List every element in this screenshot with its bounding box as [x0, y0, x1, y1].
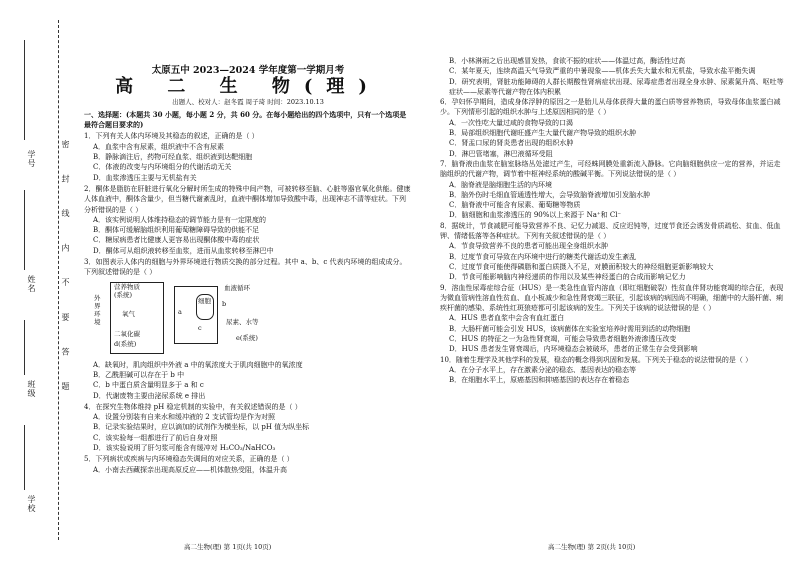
page-right	[440, 56, 785, 386]
student-id-field[interactable]	[24, 40, 25, 140]
option: B．过度节食可导致在内环境中进行的糖类代谢活动发生紊乱	[449, 252, 637, 261]
option: D．酮体可从组织液转移至血浆，进而从血浆转移至淋巴中	[93, 246, 274, 255]
exam-meta: 出题人、校对人：赵冬霞 周子琦 时间：2023.10.13	[172, 97, 324, 106]
option: A．在分子水平上，存在激素分泌的稳态、基因表达的稳态等	[449, 365, 637, 374]
question-4	[84, 402, 412, 453]
question-stem: 2．酮体是脂肪在肝脏进行氧化分解时所生成的特殊中间产物，可被转移至脑、心脏等器官氧化供能。健康人体血液中，酮体含量少，但当糖代谢紊乱时，血液中酮体增加导致酸中毒，出现神志不清等症状。下列分析错误的是（ ）	[84, 184, 411, 214]
diagram-c: c	[198, 323, 202, 332]
option: A．血浆中含有尿素，组织液中不含有尿素	[93, 142, 225, 151]
diagram-circulation: 血液循环	[224, 283, 250, 292]
question-text: 10．随着生理学及其他学科的发展，稳态的概念得到巩固和发展。下列关于稳态的说法错误的是（ ）	[440, 355, 753, 364]
school-field[interactable]	[24, 425, 25, 490]
diagram-outer: 境	[94, 317, 101, 326]
question-2	[84, 184, 412, 256]
diagram-d-system: d(系统)	[114, 339, 137, 348]
diagram-urea: 尿素、水等	[226, 317, 259, 326]
section-heading: 一、选择题：(本题共 30 小题，每小题 2 分，共 60 分。在每小题给出的四个选项中，只有一个选项是最符合题目要求的)	[84, 109, 407, 130]
option: D．淋巴管堵塞，淋巴液循环受阻	[449, 149, 553, 158]
option: A．设置分别装有自来水和缓冲液的 2 支试管均是作为对照	[93, 413, 275, 422]
option: A．缺氧时，肌肉组织中外液 a 中的氧浓度大于肌肉细胞中的氧浓度	[93, 360, 303, 369]
option: B．脑外伤时毛细血管通透性增大，会导致脑脊液增加引发脑水肿	[449, 190, 651, 199]
option: D．血浆渗透压主要与无机盐有关	[93, 173, 197, 182]
question-stem: 5．下列病状或疾病与内环境稳态失调间的对应关系，正确的是（ ）	[84, 455, 294, 464]
diagram-digest: (系统)	[114, 290, 133, 299]
option: C．肾盂口尿的肾炎患者出现的组织水肿	[449, 139, 574, 148]
diagram-outer: 环	[94, 309, 101, 318]
diagram-nutrients: 营养物质	[114, 282, 140, 291]
exam-title: 太原五中 2023—2024 学年度第一学期月考	[151, 65, 345, 76]
question-text: 7．脑脊液由血浆在脑室脉络丛处滤过产生，可经蛛网膜处重新流入静脉。它向脑细胞供应一定的营养，并运走脑组织的代谢产物，调节着中枢神经系统的酸碱平衡。下列说法错误的是（ ）	[440, 159, 781, 179]
exchange-diagram	[94, 280, 324, 358]
option: D．HUS 患者发生肾衰竭后，内环境稳态会被破坏，患者的正常生存会受到影响	[449, 345, 698, 354]
diagram-co2: 二氧化碳	[114, 329, 140, 338]
option: C．过度节食可能使得磷脂和蛋白质摄入不足，对膜面积较大的神经细胞更新影响较大	[449, 262, 714, 271]
question-stem: 4．在探究生物体维持 pH 稳定机制的实验中，有关叙述错误的是（ ）	[84, 402, 302, 411]
option: C．b 中蛋白质含量明显多于 a 和 c	[93, 381, 204, 390]
question-text: 9．溶血性尿毒症综合征（HUS）是一类急性血管内溶血（即红细胞破裂）性贫血伴肾功能衰竭的综合征，表现为微血管病性溶血性贫血、血小板减少和急性肾衰竭三联征，引起该病的病因尚不明确，细菌中的大肠杆菌、痢疾杆菌的感染、系统性红斑狼疮都可引起该病的发生。下列关于该病的说法错误的是（ ）	[440, 283, 784, 313]
option: A．节食导致营养不良的患者可能出现全身组织水肿	[449, 242, 609, 251]
diagram-oxygen: 氧气	[122, 309, 135, 318]
student-id-label: 学号	[27, 150, 36, 168]
option: A．一次性吃大量过咸的食物导致的口渴	[449, 118, 574, 127]
question-3	[84, 257, 412, 401]
question-stem: 3．如图表示人体内的细胞与外界环境进行物质交换的部分过程。其中 a、b、c 代表内环境的组成成分。下列叙述错误的是（ ）	[84, 258, 407, 277]
option: B．静脉滴注后，药物可经血浆、组织液到达靶细胞	[93, 153, 253, 162]
option: D．脑细胞和血浆渗透压的 90%以上来源于 Na⁺和 Cl⁻	[449, 211, 622, 220]
page-footer-left: 高二生物(理) 第 1页(共 10页)	[184, 543, 272, 551]
option: B．记录实验结果时，应以滴加的试剂作为横坐标，以 pH 值为纵坐标	[93, 423, 310, 432]
exam-subject: 高 二 生 物(理)	[115, 76, 381, 98]
school-label: 学校	[27, 495, 36, 513]
option: A．HUS 患者血浆中会含有血红蛋白	[449, 314, 565, 323]
option: B．局部组织细胞代谢旺盛产生大量代谢产物导致的组织水肿	[449, 129, 637, 138]
option: B．乙酰胆碱可以存在于 b 中	[93, 370, 185, 379]
option: D．节食可能影响脑内神经递质的作用以及某些神经蛋白的合成而影响记忆力	[449, 273, 686, 282]
option: C．该实验每一组都进行了前后自身对照	[93, 433, 218, 442]
option: C．糖尿病患者比健康人更容易出现酮体酸中毒的症状	[93, 236, 260, 245]
name-label: 姓名	[27, 275, 36, 293]
option: A．小南去西藏探亲出现高原反应——机体散热受阻，体温升高	[93, 465, 288, 474]
question-text: 6．孕妇怀孕期间，造成身体浮肿的原因之一是胎儿从母体获得大量的蛋白质等营养物质，导致母体血浆蛋白减少。下列情形引起的组织水肿与上述原因相同的是（ ）	[440, 98, 781, 117]
page-footer-right: 高二生物(理) 第 2页(共 10页)	[548, 543, 636, 551]
diagram-cells: 细胞	[198, 296, 211, 305]
option: A．该实例说明人体维持稳态的调节能力是有一定限度的	[93, 215, 267, 224]
diagram-outer: 界	[94, 301, 101, 310]
option: C．HUS 的特征之一为急性肾衰竭，可能会导致患者细胞外液渗透压改变	[449, 335, 677, 344]
option: C．脑脊液中可能含有尿素、葡萄糖等物质	[449, 201, 581, 210]
binding-margin	[0, 0, 70, 561]
name-field[interactable]	[24, 190, 25, 270]
seal-note: 密 封 线 内 不 要 答 题	[61, 140, 70, 402]
option: B．在细胞水平上，原癌基因和抑癌基因的表达存在着稳态	[449, 376, 630, 385]
option: A．脑脊液是脑细胞生活的内环境	[449, 180, 553, 189]
option: D．该实验说明了肝匀浆可能含有缓冲对 H₂CO₃/NaHCO₃	[93, 444, 276, 453]
seal-line	[58, 20, 59, 540]
class-label: 班级	[27, 380, 36, 398]
question-stem: 1．下列有关人体内环境及其稳态的叙述，正确的是（ ）	[84, 132, 259, 141]
class-field[interactable]	[24, 320, 25, 375]
option: B．大肠杆菌可能会引发 HUS，该病菌体在实验室培养时需用到活的动物细胞	[449, 324, 691, 333]
diagram-b: b	[222, 299, 227, 308]
option: B．酮体可缓解脑组织利用葡萄糖障碍导致的供能不足	[93, 226, 260, 235]
question-text: 8．据统计，节食减肥可能导致营养不良、记忆力减退、反应迟钝等，过度节食还会诱发骨质疏松、贫血、低血钾、情绪低落等各种症状。下列有关叙述错误的是（ ）	[440, 221, 781, 241]
right-content	[440, 56, 785, 386]
question-5	[84, 454, 412, 475]
page-left	[84, 0, 412, 475]
diagram-a: a	[178, 307, 182, 316]
option: D．代谢废物主要由泌尿系统 e 排出	[93, 391, 206, 400]
question-1	[84, 131, 412, 182]
option: D．研究表明，肾脏功能障碍的人群长期酸性肾病症状出现、尿毒症患者出现全身水肿、尿素氮升高、呕吐等症状——尿素等代谢产物在体内积累	[449, 77, 784, 96]
option: C．某年夏天，连续高温天气导致严重的中暑现象——机体丢失大量水和无机盐，导致水盐平衡失调	[449, 67, 756, 76]
option: B．小林淋雨之后出现感冒发热，食欲不振的症状——体温过高，酶活性过高	[449, 57, 686, 65]
option: C．体液的改变与内环境组分的代谢活动无关	[93, 163, 232, 172]
diagram-e-system: e(系统)	[236, 333, 258, 342]
diagram-outer: 外	[94, 293, 101, 302]
